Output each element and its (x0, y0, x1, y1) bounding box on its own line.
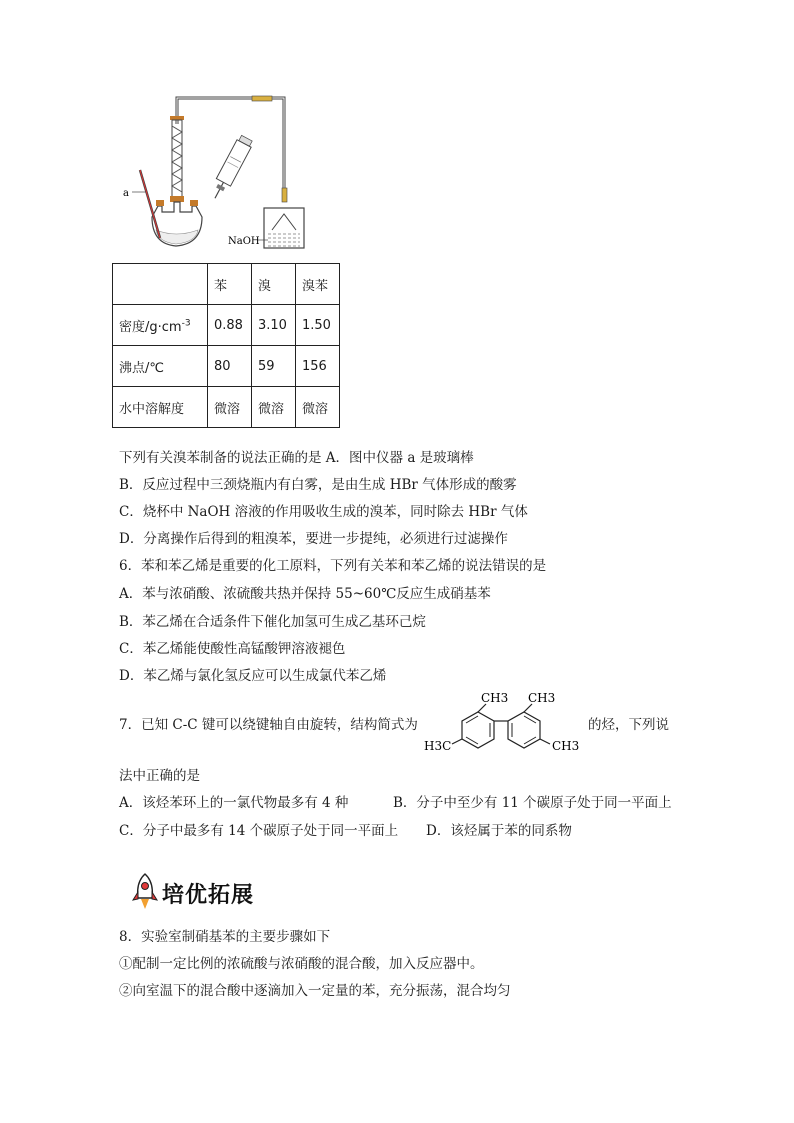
bromobenzene-apparatus-diagram (112, 92, 312, 257)
table-cell: 1.50 (296, 305, 340, 346)
apparatus-label-a: a (123, 188, 129, 199)
table-cell: 微溶 (208, 387, 252, 428)
q5-stem-option-a: 下列有关溴苯制备的说法正确的是 A．图中仪器 a 是玻璃棒 (119, 450, 474, 466)
methyl-label: CH3 (481, 691, 509, 705)
q7-option-b: B．分子中至少有 11 个碳原子处于同一平面上 (393, 795, 672, 811)
table-cell: 微溶 (296, 387, 340, 428)
q7-option-c: C．分子中最多有 14 个碳原子处于同一平面上 (119, 823, 399, 839)
methyl-label: H3C (424, 739, 452, 753)
table-header-cell: 溴苯 (296, 264, 340, 305)
table-header-cell (113, 264, 208, 305)
methyl-label: CH3 (528, 691, 556, 705)
q6-option-d: D．苯乙烯与氯化氢反应可以生成氯代苯乙烯 (119, 668, 387, 684)
table-row (113, 387, 340, 428)
table-cell: 80 (208, 346, 252, 387)
q7-stem-right: 的烃，下列说 (588, 717, 669, 733)
q5-option-b: B．反应过程中三颈烧瓶内有白雾，是由生成 HBr 气体形成的酸雾 (119, 477, 517, 493)
dimethylbiphenyl-structure (424, 690, 586, 760)
q5-option-d: D．分离操作后得到的粗溴苯，要进一步提纯，必须进行过滤操作 (119, 531, 508, 547)
table-header-cell: 苯 (208, 264, 252, 305)
q7-stem-continued: 法中正确的是 (119, 768, 200, 784)
q7-option-d: D．该烃属于苯的同系物 (426, 823, 572, 839)
methyl-label: CH3 (552, 739, 580, 753)
q6-stem: 6．苯和苯乙烯是重要的化工原料，下列有关苯和苯乙烯的说法错误的是 (119, 558, 547, 574)
q8-step-2: ②向室温下的混合酸中逐滴加入一定量的苯，充分振荡，混合均匀 (119, 983, 511, 999)
table-cell: 0.88 (208, 305, 252, 346)
q8-stem: 8．实验室制硝基苯的主要步骤如下 (119, 929, 331, 945)
table-cell: 3.10 (252, 305, 296, 346)
q6-option-a: A．苯与浓硝酸、浓硫酸共热并保持 55~60℃反应生成硝基苯 (119, 586, 491, 602)
apparatus-label-naoh: NaOH (228, 236, 260, 247)
table-header-row (113, 264, 340, 305)
table-row-label: 沸点/℃ (113, 346, 208, 387)
section-banner-title: 培优拓展 (162, 883, 255, 908)
properties-table (112, 263, 340, 428)
q5-option-c: C．烧杯中 NaOH 溶液的作用吸收生成的溴苯，同时除去 HBr 气体 (119, 504, 528, 520)
q6-option-c: C．苯乙烯能使酸性高锰酸钾溶液褪色 (119, 641, 346, 657)
table-cell: 156 (296, 346, 340, 387)
q6-option-b: B．苯乙烯在合适条件下催化加氢可生成乙基环己烷 (119, 614, 426, 630)
table-row-label: 密度$/g\cdot cm^{-3}$ (113, 305, 208, 346)
rocket-icon (130, 872, 160, 912)
q8-step-1: ①配制一定比例的浓硫酸与浓硝酸的混合酸，加入反应器中。 (119, 956, 484, 972)
table-row-label: 水中溶解度 (113, 387, 208, 428)
table-cell: 微溶 (252, 387, 296, 428)
table-row (113, 346, 340, 387)
table-header-cell: 溴 (252, 264, 296, 305)
q7-option-a: A．该烃苯环上的一氯代物最多有 4 种 (119, 795, 349, 811)
table-row (113, 305, 340, 346)
table-cell: 59 (252, 346, 296, 387)
q7-stem-left: 7．已知 C-C 键可以绕键轴自由旋转，结构简式为 (119, 717, 418, 733)
